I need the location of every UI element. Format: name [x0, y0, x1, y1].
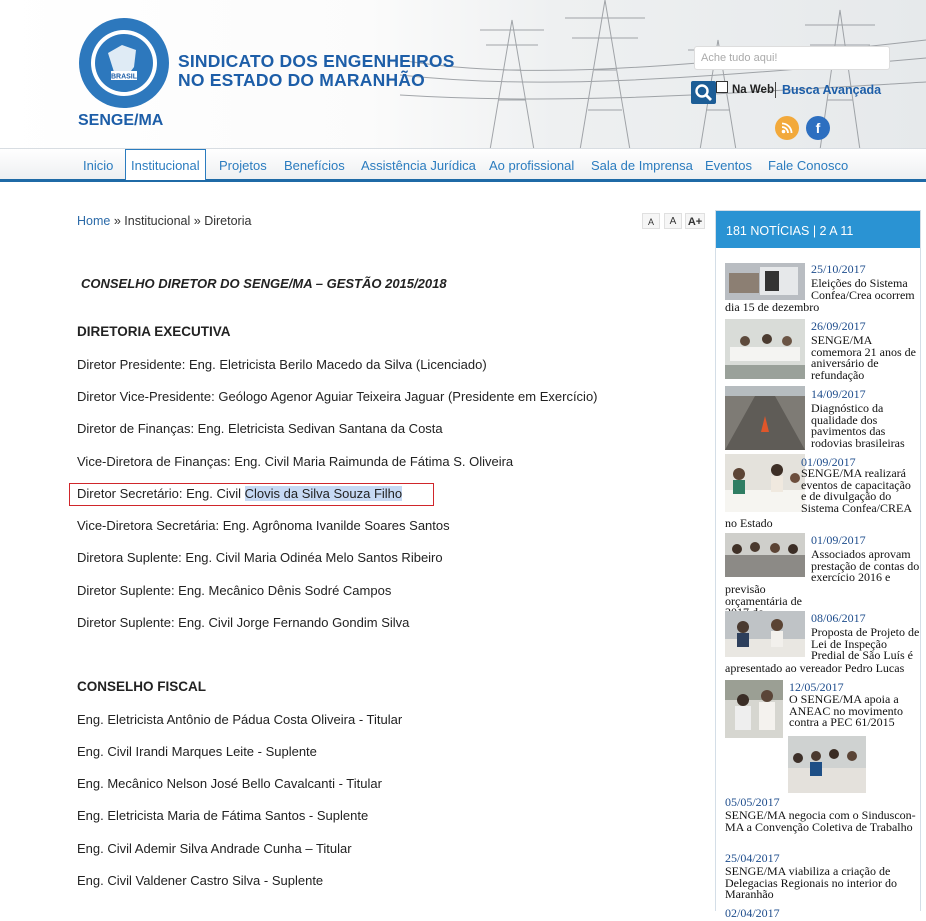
- search-button[interactable]: [691, 81, 716, 104]
- selected-text[interactable]: Clovis da Silva Souza Filho: [244, 486, 403, 501]
- news-title[interactable]: Eleições do Sistema Confea/Crea ocorrem: [811, 276, 915, 302]
- font-larger-button[interactable]: A+: [685, 213, 705, 229]
- member-line: Diretor Suplente: Eng. Mecânico Dênis Sodré Campos: [77, 583, 392, 598]
- nav-item-fale-conosco[interactable]: Fale Conosco: [768, 158, 849, 173]
- org-name-line1: SINDICATO DOS ENGENHEIROS: [178, 51, 455, 71]
- news-thumbnail[interactable]: [725, 533, 805, 577]
- news-date: 25/04/2017: [725, 851, 780, 865]
- nav-item-eventos[interactable]: Eventos: [705, 158, 752, 173]
- news-item[interactable]: [716, 736, 922, 846]
- nav-item-institucional[interactable]: Institucional: [125, 149, 206, 180]
- fiscal-line: Eng. Civil Irandi Marques Leite - Suplente: [77, 744, 317, 759]
- organization-name[interactable]: [178, 52, 455, 90]
- nav-item-inicio[interactable]: Inicio: [83, 158, 114, 173]
- member-line: Diretor Vice-Presidente: Geólogo Agenor Aguiar Teixeira Jaguar (Presidente em Exercício): [77, 389, 598, 404]
- search-input[interactable]: [694, 46, 890, 70]
- news-sidebar: [715, 210, 921, 920]
- organization-short-name: SENGE/MA: [78, 112, 164, 129]
- fiscal-line: Eng. Eletricista Antônio de Pádua Costa Oliveira - Titular: [77, 712, 403, 727]
- senge-logo: [78, 17, 170, 109]
- nav-item-ao-profissional[interactable]: Ao profissional: [489, 158, 575, 173]
- news-date: 01/09/2017: [801, 455, 856, 469]
- na-web-label: Na Web: [732, 84, 774, 96]
- news-date: 05/05/2017: [725, 795, 780, 809]
- section-heading-conselho-fiscal: CONSELHO FISCAL: [77, 679, 207, 694]
- news-thumbnail[interactable]: [788, 736, 866, 793]
- rss-glyph: [775, 116, 799, 140]
- font-smaller-button[interactable]: A: [642, 213, 660, 229]
- news-date: 02/04/2017: [725, 906, 780, 920]
- news-title[interactable]: Associados aprovam prestação de contas do exercício 2016 e: [811, 547, 920, 584]
- news-thumbnail[interactable]: [725, 263, 805, 300]
- fiscal-line: Eng. Civil Valdener Castro Silva - Suplente: [77, 873, 324, 888]
- news-thumbnail[interactable]: [725, 454, 805, 512]
- news-item[interactable]: [716, 261, 922, 316]
- news-item[interactable]: [716, 318, 922, 380]
- nav-item-assistencia-juridica[interactable]: Assistência Jurídica: [361, 158, 476, 173]
- na-web-checkbox[interactable]: [716, 81, 728, 93]
- news-date: 08/06/2017: [811, 611, 866, 625]
- member-line: Diretor Presidente: Eng. Eletricista Berilo Macedo da Silva (Licenciado): [77, 357, 487, 372]
- news-thumbnail[interactable]: [725, 386, 805, 450]
- breadcrumb: [77, 214, 251, 228]
- news-title-continued[interactable]: apresentado ao vereador Pedro Lucas: [725, 661, 905, 675]
- member-line: Vice-Diretora Secretária: Eng. Agrônoma Ivanilde Soares Santos: [77, 518, 450, 533]
- news-thumbnail[interactable]: [725, 680, 783, 738]
- news-title[interactable]: SENGE/MA viabiliza a criação de Delegacias Regionais no interior do Maranhão: [725, 864, 897, 901]
- main-nav: [0, 148, 926, 182]
- news-date: 26/09/2017: [811, 319, 866, 333]
- member-line: Diretor de Finanças: Eng. Eletricista Sedivan Santana da Costa: [77, 421, 443, 436]
- divider: [775, 82, 776, 98]
- news-item[interactable]: [716, 679, 922, 739]
- news-title-continued[interactable]: previsão orçamentária de: [725, 582, 802, 608]
- member-line: Vice-Diretora de Finanças: Eng. Civil Maria Raimunda de Fátima S. Oliveira: [77, 454, 514, 469]
- facebook-icon[interactable]: f: [806, 116, 830, 140]
- advanced-search-link[interactable]: Busca Avançada: [782, 83, 882, 97]
- news-item[interactable]: [716, 532, 922, 609]
- news-item[interactable]: [716, 386, 922, 450]
- svg-text:BRASIL: BRASIL: [110, 73, 138, 81]
- news-date: 14/09/2017: [811, 387, 866, 401]
- news-date: 25/10/2017: [811, 262, 866, 276]
- news-item[interactable]: [716, 454, 922, 530]
- news-item[interactable]: [716, 850, 922, 901]
- news-date: 01/09/2017: [811, 533, 866, 547]
- breadcrumb-separator: »: [193, 214, 201, 228]
- breadcrumb-separator: »: [113, 214, 121, 228]
- fiscal-line: Eng. Mecânico Nelson José Bello Cavalcanti - Titular: [77, 776, 382, 791]
- section-heading-diretoria: DIRETORIA EXECUTIVA: [77, 324, 231, 339]
- news-date: 12/05/2017: [789, 680, 844, 694]
- rss-icon[interactable]: [775, 116, 799, 140]
- page-title: CONSELHO DIRETOR DO SENGE/MA – GESTÃO 2015/2018: [81, 276, 447, 291]
- font-normal-button[interactable]: A: [664, 213, 682, 229]
- news-title[interactable]: SENGE/MA negocia com o Sinduscon-MA a Convenção Coletiva de Trabalho: [725, 808, 916, 834]
- news-title[interactable]: SENGE/MA realizará eventos de capacitação e de divulgação do Sistema Confea/CREA: [801, 466, 912, 515]
- news-title[interactable]: O SENGE/MA apoia a ANEAC no movimento contra a PEC 61/2015: [789, 692, 903, 729]
- member-line-secretario: [77, 486, 402, 501]
- news-title-continued[interactable]: no Estado: [725, 516, 773, 530]
- news-sidebar-header: 181 NOTÍCIAS | 2 A 11: [716, 211, 920, 248]
- member-line: Diretor Suplente: Eng. Civil Jorge Fernando Gondim Silva: [77, 615, 410, 630]
- news-thumbnail[interactable]: [725, 319, 805, 379]
- nav-item-beneficios[interactable]: Benefícios: [284, 158, 345, 173]
- site-header: [0, 0, 926, 150]
- breadcrumb-section[interactable]: Institucional: [124, 214, 191, 228]
- search-icon: [691, 81, 716, 104]
- breadcrumb-home[interactable]: Home: [77, 214, 111, 228]
- news-title[interactable]: SENGE/MA comemora 21 anos de aniversário de refundação: [811, 333, 916, 382]
- power-towers-banner: [400, 0, 926, 150]
- member-line: Diretora Suplente: Eng. Civil Maria Odinéa Melo Santos Ribeiro: [77, 550, 443, 565]
- news-title[interactable]: Proposta de Projeto de Lei de Inspeção Predial de São Luís é: [811, 625, 920, 662]
- news-title[interactable]: Diagnóstico da qualidade dos pavimentos das rodovias brasileiras: [811, 401, 905, 450]
- nav-item-projetos[interactable]: Projetos: [219, 158, 267, 173]
- news-item[interactable]: [716, 905, 922, 920]
- breadcrumb-current: Diretoria: [204, 214, 252, 228]
- news-item[interactable]: [716, 610, 922, 676]
- news-thumbnail[interactable]: [725, 611, 805, 657]
- fiscal-line: Eng. Eletricista Maria de Fátima Santos - Suplente: [77, 808, 369, 823]
- fiscal-line: Eng. Civil Ademir Silva Andrade Cunha – Titular: [77, 841, 352, 856]
- news-title-continued[interactable]: dia 15 de dezembro: [725, 300, 820, 314]
- member-role: Diretor Secretário: Eng. Civil: [77, 486, 245, 501]
- org-name-line2: NO ESTADO DO MARANHÃO: [178, 70, 425, 90]
- nav-item-sala-de-imprensa[interactable]: Sala de Imprensa: [591, 158, 693, 173]
